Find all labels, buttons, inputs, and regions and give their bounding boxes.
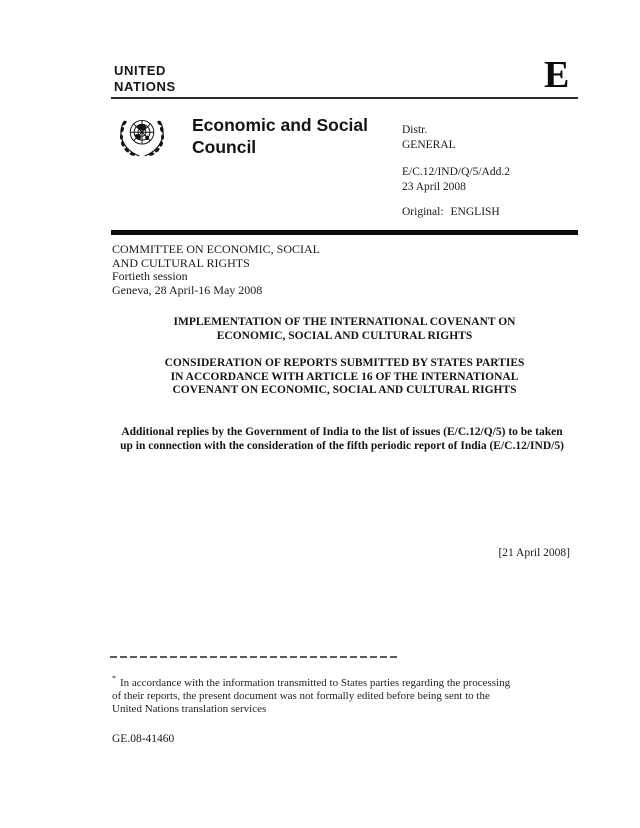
heading-line: COVENANT ON ECONOMIC, SOCIAL AND CULTURAL RIGHTS xyxy=(172,384,517,396)
original-language-line xyxy=(402,205,510,220)
heading-consideration xyxy=(111,357,578,398)
subject-line: Additional replies by the Government of India to the list of issues (E/C.12/Q/5) to be taken xyxy=(121,426,563,438)
distribution-block xyxy=(402,123,510,220)
council-title xyxy=(192,114,368,158)
council-title-line2: Council xyxy=(192,137,257,157)
session-line: Fortieth session xyxy=(112,269,188,283)
masthead-rule xyxy=(111,97,578,99)
committee-line: COMMITTEE ON ECONOMIC, SOCIAL xyxy=(112,242,320,256)
heading-implementation xyxy=(111,316,578,343)
committee-block xyxy=(112,243,320,297)
footnote-text: In accordance with the information transmitted to States parties regarding the processing xyxy=(120,677,511,689)
footnote xyxy=(112,674,548,716)
original-language: ENGLISH xyxy=(450,206,500,218)
council-title-line1: Economic and Social xyxy=(192,115,369,135)
heading-line: IMPLEMENTATION OF THE INTERNATIONAL COVENANT ON xyxy=(173,316,516,328)
footnote-separator xyxy=(110,656,400,658)
footnote-line: of their reports, the present document was not formally edited before being sent to the xyxy=(112,690,490,702)
un-name-line1: UNITED xyxy=(114,63,166,78)
doc-series-letter: E xyxy=(544,54,570,96)
un-name xyxy=(114,63,176,95)
distr-type: GENERAL xyxy=(402,139,456,151)
footnote-line: United Nations translation services xyxy=(112,703,267,715)
heading-line: IN ACCORDANCE WITH ARTICLE 16 OF THE INTERNATIONAL xyxy=(170,370,519,383)
subject-paragraph xyxy=(72,426,612,453)
subject-line: up in connection with the consideration of the fifth periodic report of India (E/C.12/IND/5) xyxy=(120,439,564,452)
un-name-line2: NATIONS xyxy=(114,79,176,94)
heading-line: ECONOMIC, SOCIAL AND CULTURAL RIGHTS xyxy=(216,329,473,342)
un-emblem-icon xyxy=(114,111,170,164)
ge-number: GE.08-41460 xyxy=(112,733,175,745)
original-label: Original: xyxy=(402,206,444,218)
doc-symbol: E/C.12/IND/Q/5/Add.2 xyxy=(402,166,510,178)
committee-line: AND CULTURAL RIGHTS xyxy=(112,255,250,270)
footnote-line xyxy=(112,674,548,690)
doc-date: 23 April 2008 xyxy=(402,181,466,193)
submission-date: [21 April 2008] xyxy=(498,547,570,559)
footnote-marker: * xyxy=(112,674,116,684)
heading-line: CONSIDERATION OF REPORTS SUBMITTED BY STATES PARTIES xyxy=(164,357,525,369)
venue-line: Geneva, 28 April-16 May 2008 xyxy=(112,282,263,297)
distr-label: Distr. xyxy=(402,124,428,136)
section-divider-bar xyxy=(111,230,578,235)
